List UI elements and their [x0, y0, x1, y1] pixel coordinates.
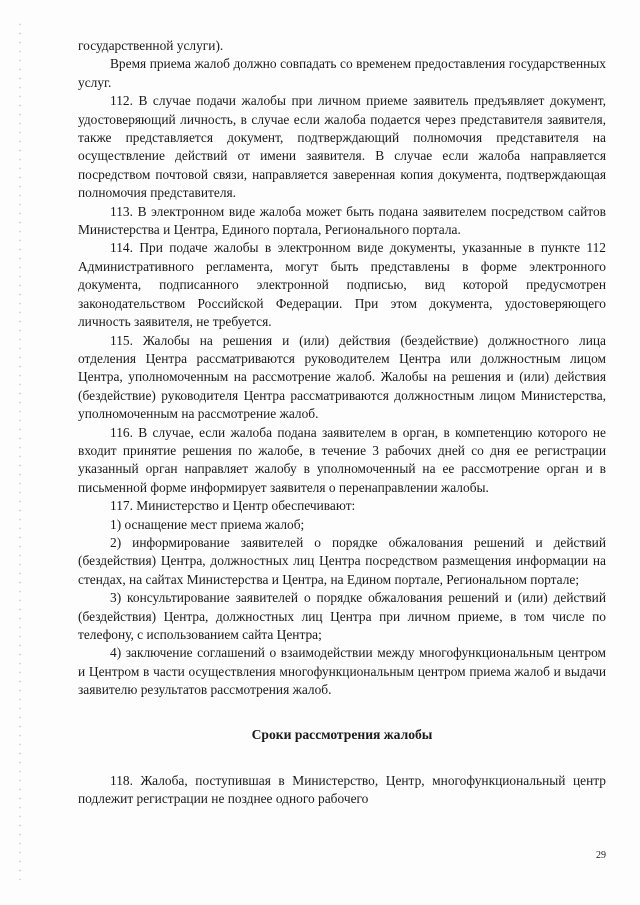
- paragraph-112: 112. В случае подачи жалобы при личном приеме заявитель предъявляет документ, удостоверяющий личность, в случае если жалоба подается через представителя заявителя, также представляется документ, подтверждающий полномочия представителя на осуществление действий от имени заявителя. В случае если жалоба направляется посредством почтовой связи, направляется заверенная копия документа, подтверждающая полномочия представителя.: [78, 93, 606, 201]
- page-number: 29: [596, 850, 606, 861]
- paragraph-118: 118. Жалоба, поступившая в Министерство, Центр, многофункциональный центр подлежит регистрации не позднее одного рабочего: [78, 773, 606, 807]
- binding-margin-dots: [18, 20, 22, 880]
- page-body: [78, 37, 606, 809]
- paragraph-117: 117. Министерство и Центр обеспечивают:: [110, 498, 356, 514]
- paragraph-113: 113. В электронном виде жалоба может быть подана заявителем посредством сайтов Министерства и Центра, Единого портала, Регионального портала.: [78, 203, 606, 238]
- paragraph-116: 116. В случае, если жалоба подана заявителем в орган, в компетенцию которого не входит принятие решения по жалобе, в течение 3 рабочих дней со дня ее регистрации указанный орган направляет жалобу в уполномоченный на ее рассмотрение орган и в письменной форме информирует заявителя о перенаправлении жалобы.: [78, 424, 606, 495]
- paragraph-continuation: государственной услуги).: [78, 38, 224, 53]
- list-item-1: 1) оснащение мест приема жалоб;: [110, 516, 305, 532]
- paragraph-complaint-time: Время приема жалоб должно совпадать со временем предоставления государственных услуг.: [78, 56, 606, 90]
- paragraph-114: 114. При подаче жалобы в электронном виде документы, указанные в пункте 112 Административного регламента, могут быть представлены в форме электронного документа, подписанного электронной подписью, вид которой предусмотрен законодательством Российской Федерации. При этом документа, удостоверяющего личность заявителя, не требуется.: [78, 240, 606, 330]
- list-item-3: 3) консультирование заявителей о порядке обжалования решений и (или) действий (бездействия) Центра, должностных лиц Центра при личном приеме, в том числе по телефону, с использованием сайта Центра;: [78, 590, 606, 642]
- list-item-2: 2) информирование заявителей о порядке обжалования решений и действий (бездействия) Центра, должностных лиц Центра посредством размещения информации на стендах, на сайтах Министерства и Центра, на Едином портале, Региональном портале;: [78, 534, 606, 587]
- list-item-4: 4) заключение соглашений о взаимодействии между многофункциональным центром и Центром в части осуществления многофункциональным центром приема жалоб и выдачи заявителю результатов рассмотрения жалоб.: [78, 645, 606, 698]
- paragraph-115: 115. Жалобы на решения и (или) действия (бездействие) должностного лица отделения Центра рассматриваются руководителем Центра или должностным лицом Центра, уполномоченным на рассмотрение жалоб. Жалобы на решения и (или) действия (бездействие) руководителя Центра рассматриваются должностным лицом Министерства, уполномоченным на рассмотрение жалоб.: [78, 332, 606, 422]
- section-heading: Сроки рассмотрения жалобы: [251, 726, 433, 742]
